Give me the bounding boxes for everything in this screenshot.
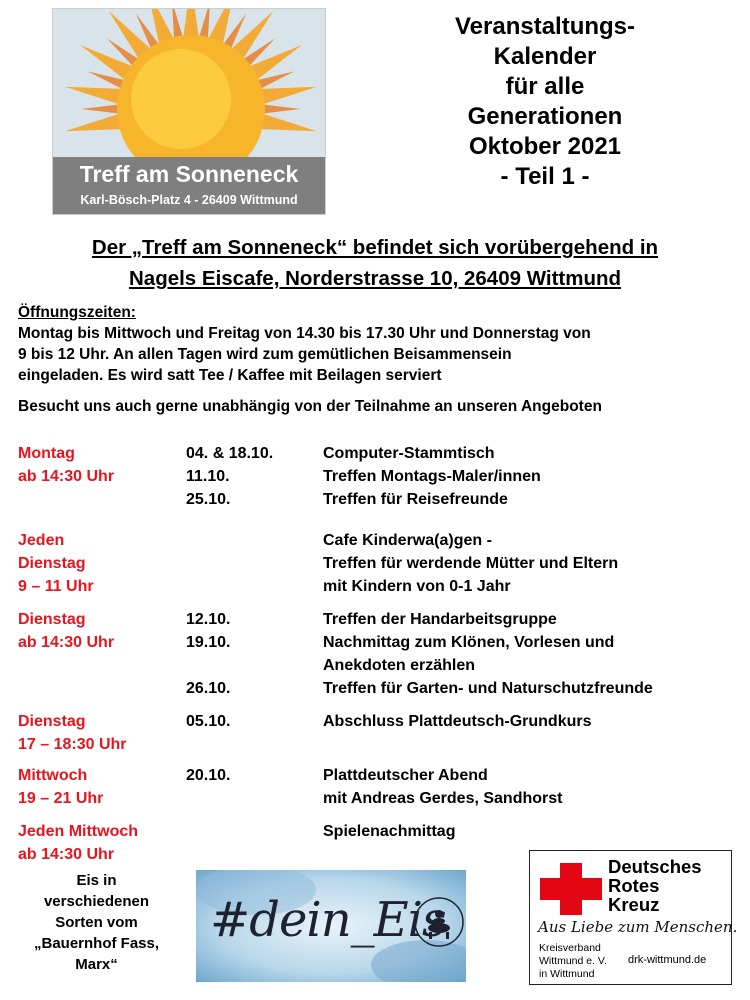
drk-slogan: Aus Liebe zum Menschen. (538, 918, 738, 936)
event-dates (186, 608, 321, 700)
treff-logo (52, 8, 326, 215)
event-day (18, 529, 183, 598)
desc-text: mit Kindern von 0-1 Jahr (323, 578, 511, 595)
date-text: 12.10. (186, 611, 231, 628)
day-text: Montag (18, 445, 75, 462)
logo-name: Treff am Sonneneck (79, 161, 299, 187)
visit-note: Besucht uns auch gerne unabhängig von der Teilnahme an unseren Angeboten (18, 398, 602, 415)
date-text: 04. & 18.10. (186, 445, 274, 462)
drk-name-line: Kreuz (608, 894, 660, 915)
event-desc (323, 442, 743, 511)
date-text: 20.10. (186, 767, 231, 784)
event-desc (323, 820, 743, 843)
date-text: 25.10. (186, 491, 231, 508)
day-text: Dienstag (18, 611, 86, 628)
opening-line: Montag bis Mittwoch und Freitag von 14.30 bis 17.30 Uhr und Donnerstag von (18, 325, 591, 342)
day-text: Dienstag (18, 555, 86, 572)
drk-name-line: Deutsches (608, 856, 702, 877)
opening-hours (18, 302, 743, 417)
caption-line: Eis in (76, 872, 117, 889)
event-day (18, 820, 183, 866)
event-desc (323, 764, 743, 810)
eis-caption (14, 870, 179, 975)
event-desc (323, 608, 743, 700)
date-text: 11.10. (186, 468, 230, 485)
caption-line: Sorten vom (55, 914, 138, 931)
title-line: Kalender (493, 43, 597, 70)
calendar-title (400, 12, 690, 192)
desc-text: Anekdoten erzählen (323, 657, 476, 674)
desc-text: Plattdeutscher Abend (323, 767, 488, 784)
day-text: ab 14:30 Uhr (18, 468, 115, 485)
event-day (18, 710, 183, 756)
day-text: Dienstag (18, 713, 86, 730)
desc-text: Treffen für Reisefreunde (323, 491, 508, 508)
opening-heading: Öffnungszeiten: (18, 304, 136, 321)
drk-sub-line: Wittmund e. V. (539, 955, 607, 967)
event-day (18, 608, 183, 654)
day-text: ab 14:30 Uhr (18, 846, 115, 863)
desc-text: Nachmittag zum Klönen, Vorlesen und (323, 634, 615, 651)
date-text: 26.10. (186, 680, 231, 697)
day-text: Jeden Mittwoch (18, 823, 139, 840)
drk-name (608, 857, 702, 914)
day-text: 19 – 21 Uhr (18, 790, 104, 807)
event-dates (186, 764, 321, 787)
desc-text: mit Andreas Gerdes, Sandhorst (323, 790, 563, 807)
headline-line-1: Der „Treff am Sonneneck“ befindet sich vorübergehend in (91, 236, 659, 259)
desc-text: Treffen Montags-Maler/innen (323, 468, 541, 485)
dein-eis-logo (196, 870, 466, 982)
event-desc (323, 529, 743, 598)
opening-line: 9 bis 12 Uhr. An allen Tagen wird zum gemütlichen Beisammensein (18, 346, 512, 363)
event-dates (186, 710, 321, 733)
headline-line-2: Nagels Eiscafe, Norderstrasse 10, 26409 Wittmund (128, 267, 622, 290)
event-dates (186, 442, 321, 511)
drk-sub-line: in Wittmund (539, 968, 595, 980)
location-headline (0, 232, 750, 294)
desc-text: Cafe Kinderwa(a)gen - (323, 532, 492, 549)
day-text: 9 – 11 Uhr (18, 578, 94, 595)
desc-text: Treffen für Garten- und Naturschutzfreunde (323, 680, 653, 697)
drk-logo (529, 850, 738, 985)
day-text: ab 14:30 Uhr (18, 634, 115, 651)
desc-text: Abschluss Plattdeutsch-Grundkurs (323, 713, 592, 730)
desc-text: Computer-Stammtisch (323, 445, 495, 462)
desc-text: Treffen für werdende Mütter und Eltern (323, 555, 619, 572)
event-day (18, 764, 183, 810)
event-day (18, 442, 183, 488)
sun-icon (53, 9, 325, 169)
event-desc (323, 710, 743, 733)
drk-sub-line: Kreisverband (539, 942, 601, 954)
title-line: für alle (505, 73, 585, 100)
day-text: Jeden (18, 532, 65, 549)
logo-plate (53, 157, 325, 214)
desc-text: Spielenachmittag (323, 823, 456, 840)
red-cross-icon (540, 863, 602, 915)
date-text: 19.10. (186, 634, 231, 651)
title-line: Generationen (467, 103, 623, 130)
caption-line: „Bauernhof Fass, (33, 935, 160, 952)
caption-line: verschiedenen (43, 893, 150, 910)
drk-name-line: Rotes (608, 875, 660, 896)
date-text: 05.10. (186, 713, 231, 730)
opening-line: eingeladen. Es wird satt Tee / Kaffee mit Beilagen serviert (18, 367, 442, 384)
drk-website: drk-wittmund.de (628, 954, 707, 966)
desc-text: Treffen der Handarbeitsgruppe (323, 611, 557, 628)
title-line: Oktober 2021 (468, 133, 622, 160)
dein-eis-text: #dein_Eis (210, 892, 446, 948)
date-text (186, 654, 321, 677)
day-text: 17 – 18:30 Uhr (18, 736, 127, 753)
day-text: Mittwoch (18, 767, 88, 784)
caption-line: Marx“ (75, 956, 118, 973)
logo-address: Karl-Bösch-Platz 4 - 26409 Wittmund (80, 193, 298, 207)
title-line: Veranstaltungs- (454, 13, 636, 40)
title-line: - Teil 1 - (500, 163, 590, 190)
drk-sub (539, 942, 607, 981)
